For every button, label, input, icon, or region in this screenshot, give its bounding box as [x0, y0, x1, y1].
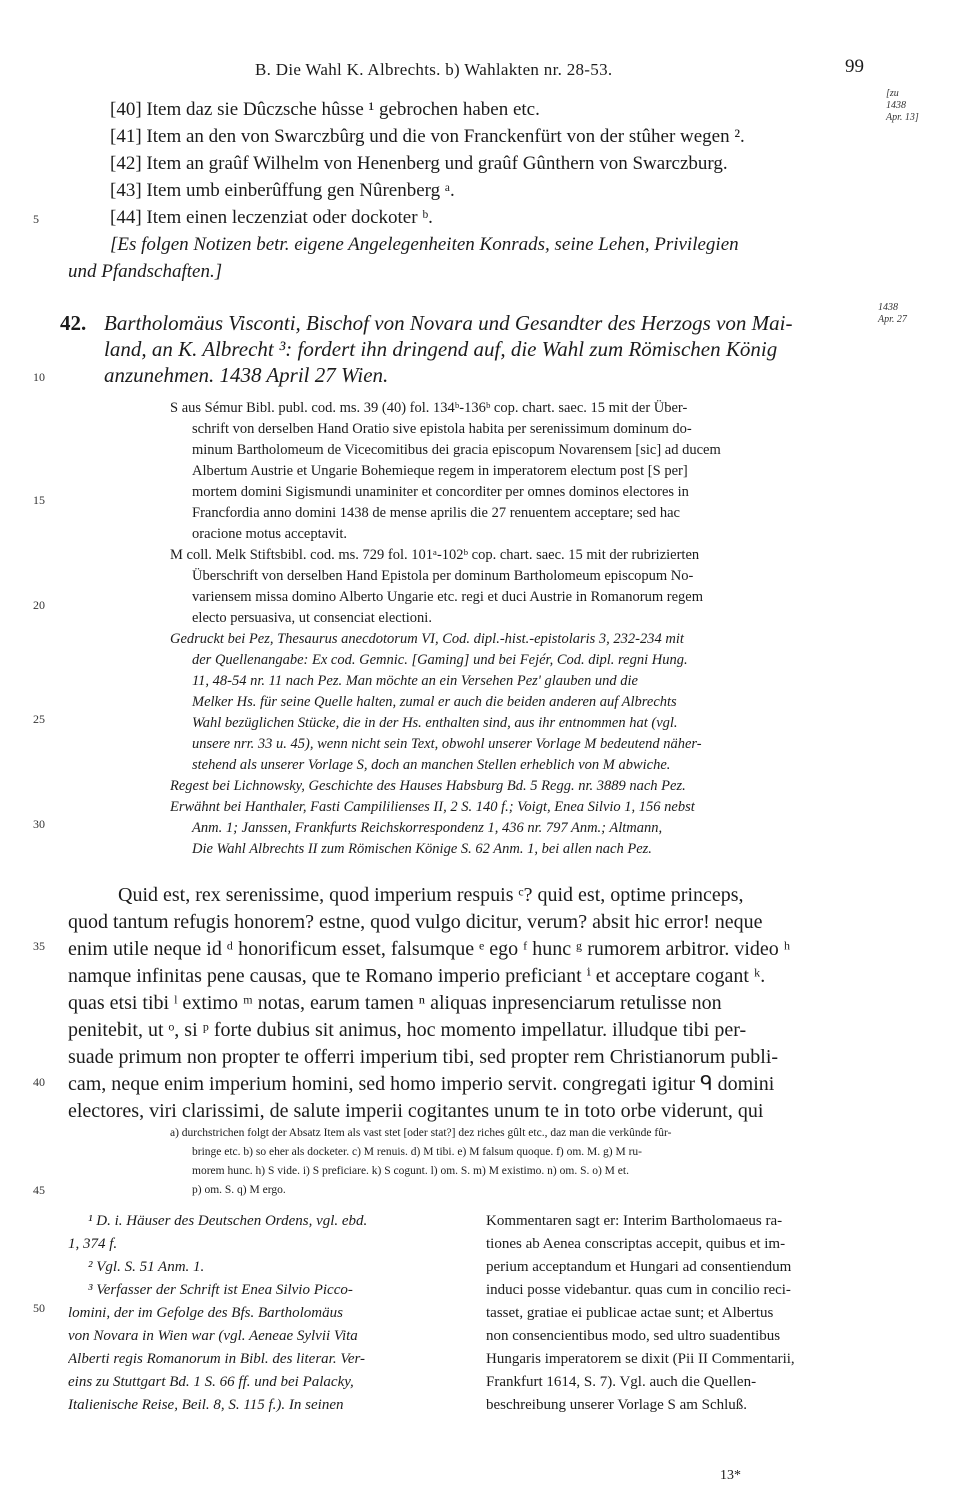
letter-body: Quid est, rex serenissime, quod imperium respuis ᶜ? quid est, optime princeps, quod tantum refugis honorem? estne, quod vulgo dicitur, verum? absit hic error! neque enim utile neque id ᵈ honorificum esset, falsumque ᵉ ego ᶠ hunc ᵍ rumorem arbitror. video ʰ namque infinitas pene causas, que te Romano imperio preficiant ⁱ et acceptare cogant ᵏ. quas etsi tibi ˡ extimo ᵐ notas, earum tamen ⁿ aliquas inpresenciarum retulisse non penitebit, ut ᵒ, si ᵖ forte dubius sit animus, hoc momento impellatur. illudque tibi per- suade primum non propter te offerri imperium tibi, sed propter rem Christianorum publi- cam, neque enim imperium homini, sed homo imperio servit. congregati igitur ᑫ domini electores, viri clarissimi, de salute imperii cogitantes unum te in toto orbe viderunt, qui — [68, 884, 791, 1122]
line-number: 40 — [33, 1075, 45, 1089]
line-number: 50 — [33, 1301, 45, 1315]
item-line: [42] Item an graûf Wilhelm von Henenberg und graûf Gûnthern von Swarczburg. — [110, 153, 728, 174]
line-number: 30 — [33, 817, 45, 831]
line-number: 35 — [33, 939, 45, 953]
editorial-note: [Es folgen Notizen betr. eigene Angelegenheiten Konrads, seine Lehen, Privilegien — [110, 234, 739, 255]
margin-note-date: [zu 1438 Apr. 13] — [886, 88, 919, 123]
line-number: 10 — [33, 370, 45, 384]
running-title: B. Die Wahl K. Albrechts. b) Wahlakten nr. 28-53. — [255, 60, 613, 79]
apparatus-notes: a) durchstrichen folgt der Absatz Item als vast stet [oder stat?] dez riches gûlt etc., daz man die verkûnde fûr- bringe etc. b) so eher als docketer. c) M renuis. d) M tibi. e) M falsum quoque. f) om. M. g) M ru- morem hunc. h) S vide. i) S preficiare. k) S cogunt. l) om. S. m) M existimo. n) om. S. o) M et. p) om. S. q) M ergo. — [170, 1127, 672, 1196]
line-number: 45 — [33, 1183, 45, 1197]
footnotes-left: ¹ D. i. Häuser des Deutschen Ordens, vgl. ebd. 1, 374 f. ² Vgl. S. 51 Anm. 1. ³ Verfasser der Schrift ist Enea Silvio Picco- lomini, der im Gefolge des Bfs. Bartholomäus von Novara in Wien war (vgl. Aeneae Sylvii Vita Alberti regis Romanorum in Bibl. des literar. Ver- eins zu Stuttgart Bd. 1 S. 66 ff. und bei Palacky, Italienische Reise, Beil. 8, S. 115 f.). In seinen — [68, 1213, 368, 1413]
line-number: 5 — [33, 212, 39, 226]
document-title: land, an K. Albrecht ³: fordert ihn dringend auf, die Wahl zum Römischen König — [104, 337, 778, 361]
item-line: [41] Item an den von Swarczbûrg und die von Franckenfürt von der stûher wegen ². — [110, 126, 745, 147]
item-line: [44] Item einen leczenziat oder dockoter ᵇ. — [110, 207, 433, 228]
line-number: 15 — [33, 493, 45, 507]
signature-mark: 13* — [720, 1468, 741, 1483]
document-title: anzunehmen. 1438 April 27 Wien. — [104, 363, 389, 387]
margin-note-date: 1438 Apr. 27 — [878, 302, 907, 325]
line-number: 25 — [33, 712, 45, 726]
document-number: 42. — [60, 311, 87, 335]
footnotes-right: Kommentaren sagt er: Interim Bartholomaeus ra- tiones ab Aenea conscriptas accepit, quibus et im- perium acceptandum et Hungari ad consentiendum induci posse videbantur. quas cum in concilio reci- tasset, gratiae ei publicae actae sunt; et Albertus non consencientibus modo, sed ultro suadentibus Hungaris imperatorem se dixit (Pii II Commentarii, Frankfurt 1614, S. 7). Vgl. auch die Quellen- beschreibung unserer Vorlage S am Schluß. — [486, 1213, 795, 1413]
page-number: 99 — [845, 56, 864, 77]
page-header — [0, 56, 960, 84]
source-description: S aus Sémur Bibl. publ. cod. ms. 39 (40) fol. 134ᵇ-136ᵇ cop. chart. saec. 15 mit der Über- schrift von derselben Hand Oratio sive epistola habita per serenissimum dominum do- minum Bartholomeum de Vicecomitibus dei gracia episcopum Novarensem [sic] ad ducem Albertum Austrie et Ungarie Bohemieque regem in imperatorem electum post [S per] mortem domini Sigismundi unaminiter et concorditer per omnes dominos electores in Francfordia anno domini 1438 de mense aprilis die 27 renuentem acceptare; sed hac oracione motus acceptavit. M coll. Melk Stiftsbibl. cod. ms. 729 fol. 101ᵃ-102ᵇ cop. chart. saec. 15 mit der rubrizierten Überschrift von derselben Hand Epistola per dominum Bartholomeum episcopum No- variensem missa domino Alberto Ungarie etc. regi et duci Austrie in Romanorum regem electo persuasiva, ut consenciat electioni. Gedruckt bei Pez, Thesaurus anecdotorum VI, Cod. dipl.-hist.-epistolaris 3, 232-234 mit der Quellenangabe: Ex cod. Gemnic. [Gaming] und bei Fejér, Cod. dipl. regni Hung. 11, 48-54 nr. 11 nach Pez. Man möchte an ein Versehen Pez' glauben und die Melker Hs. für seine Quelle halten, zumal er auch die beiden anderen auf Albrechts Wahl bezüglichen Stücke, die in der Hs. enthalten sind, aus ihr entnommen hat (vgl. unsere nrr. 33 u. 45), wenn nicht sein Text, obwohl unserer Vorlage M bedeutend näher- stehend als unserer Vorlage S, doch an manchen Stellen erheblich von M abwiche. Regest bei Lichnowsky, Geschichte des Hauses Habsburg Bd. 5 Regg. nr. 3889 nach Pez. Erwähnt bei Hanthaler, Fasti Campililienses II, 2 S. 140 f.; Voigt, Enea Silvio 1, 156 nebst Anm. 1; Janssen, Frankfurts Reichskorrespondenz 1, 436 nr. 797 Anm.; Altmann, Die Wahl Albrechts II zum Römischen Könige S. 62 Anm. 1, bei allen nach Pez. — [170, 400, 721, 857]
line-number: 20 — [33, 598, 45, 612]
item-line: [43] Item umb einberûffung gen Nûrenberg ᵃ. — [110, 180, 455, 201]
document-title: Bartholomäus Visconti, Bischof von Novara und Gesandter des Herzogs von Mai- — [104, 311, 793, 335]
item-line: [40] Item daz sie Dûczsche hûsse ¹ gebrochen haben etc. — [110, 99, 540, 120]
editorial-note: und Pfandschaften.] — [68, 261, 223, 282]
